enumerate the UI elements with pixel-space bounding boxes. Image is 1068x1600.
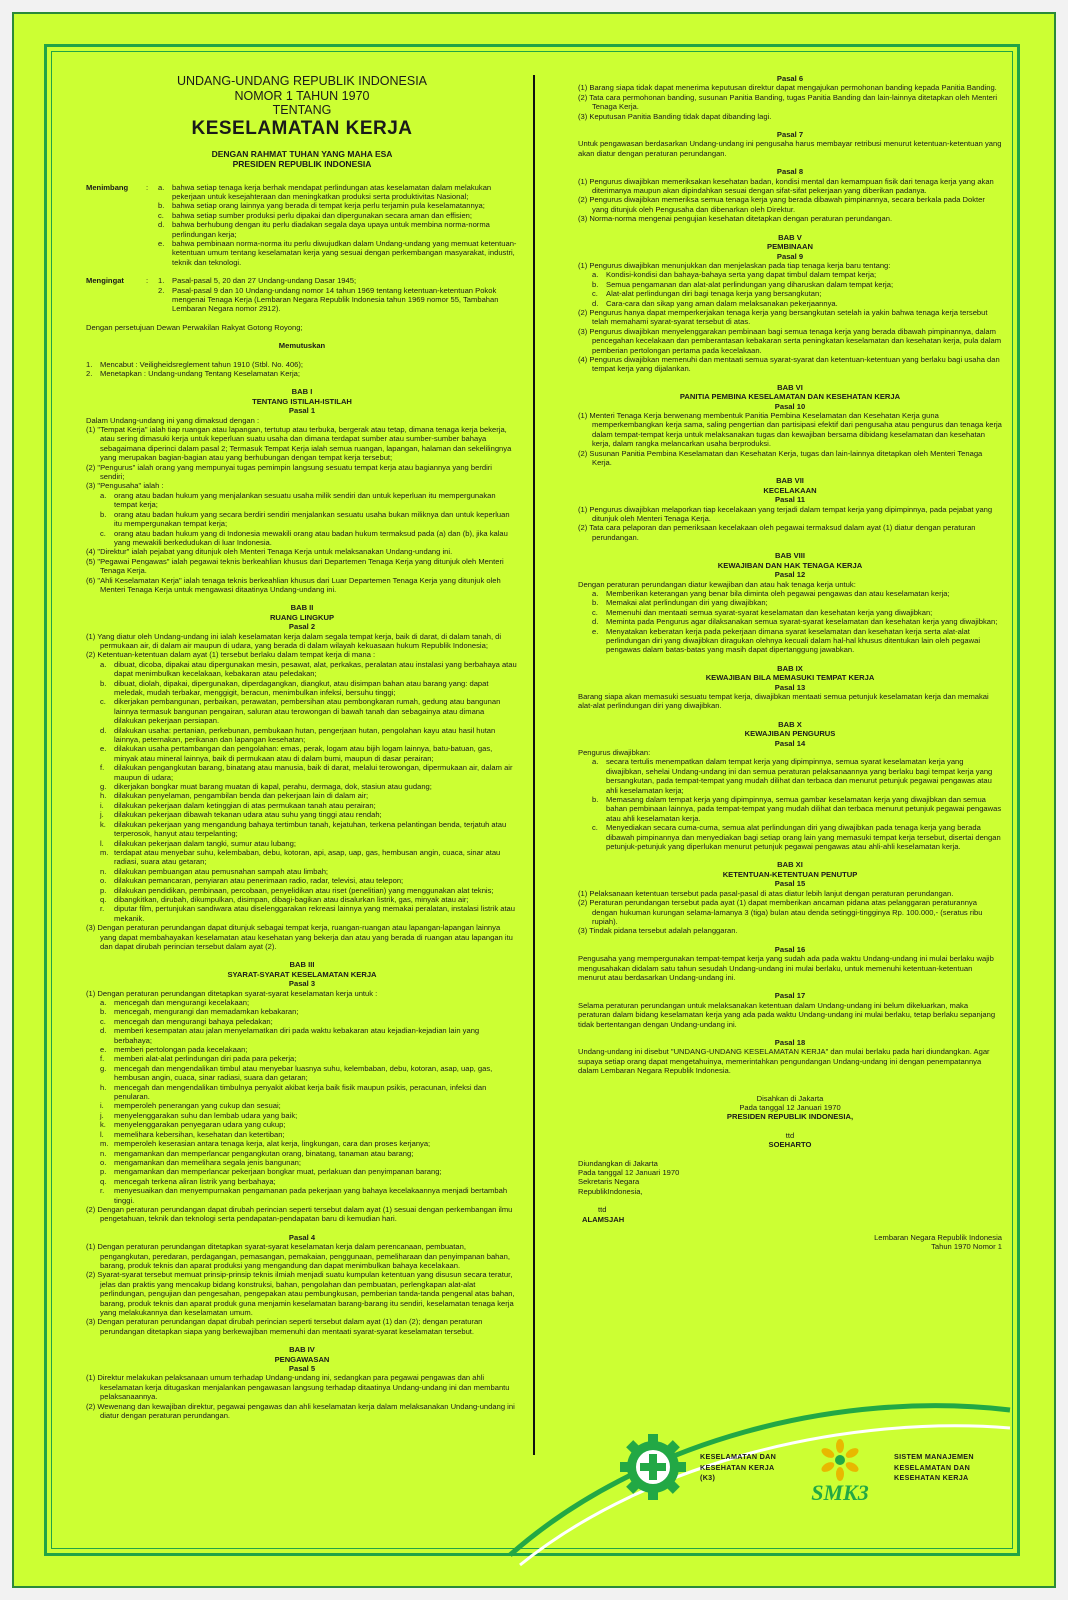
list-marker: d. bbox=[100, 725, 107, 735]
header-sub-2: PRESIDEN REPUBLIK INDONESIA bbox=[232, 159, 372, 169]
list-marker: c. bbox=[100, 697, 106, 707]
list-marker: b. bbox=[100, 678, 107, 688]
list-item: Memenuhi dan mentaati semua syarat-syarat keselamatan dan kesehatan kerja yang diwajibkan; bbox=[606, 607, 933, 617]
paragraph: (3) Norma-norma mengenai pengujian kesehatan ditetapkan dengan peraturan perundangan. bbox=[578, 214, 893, 224]
list-text: mencegah dan mengendalikan timbul atau menyebar luasnya suhu, kelembaban, debu, kotoran, asap, uap, gas, hembusan angin, cuaca, sinar radiasi, suara dan getaran; bbox=[114, 1063, 493, 1083]
list-text: mencegah dan mengurangi bahaya peledakan; bbox=[114, 1016, 273, 1026]
list-item: Memasang dalam tempat kerja yang dipimpinnya, semua gambar keselamatan kerja yang diwajibkan dan semua bahan pembinaan lainnya, pada tempat-tempat yang mudah dilihat dan terbaca menurut petunjuk pegawai pengawas atau ahli keselamatan kerja. bbox=[606, 795, 1002, 823]
list-item bbox=[100, 848, 518, 867]
list-marker: j. bbox=[100, 1110, 104, 1120]
mengingat-item: Pasal-pasal 5, 20 dan 27 Undang-undang Dasar 1945; bbox=[172, 276, 357, 286]
list-text: dikerjakan pembangunan, perbaikan, perawatan, pembersihan atau pembongkaran rumah, gedung atau bangunan lainnya termasuk bangunan pengairan, saluran atau terowongan di bawah tanah dan sebagainya atau dimana dilakukan pekerjaan persiapan. bbox=[114, 697, 501, 726]
header-line-2: NOMOR 1 TAHUN 1970 bbox=[234, 88, 370, 103]
list-item bbox=[100, 1111, 518, 1120]
pasal-title: Pasal 11 bbox=[775, 495, 805, 505]
list-marker: e. bbox=[100, 744, 107, 754]
pasal-title: Pasal 1 bbox=[288, 406, 316, 416]
bottom-decoration bbox=[0, 1400, 1068, 1590]
list-text: memperoleh penerangan yang cukup dan sesuai; bbox=[114, 1101, 281, 1111]
bab-title: BAB III bbox=[289, 960, 315, 970]
list-marker: q. bbox=[100, 1176, 107, 1186]
list-marker: m. bbox=[100, 1139, 109, 1149]
bab2-list bbox=[86, 660, 518, 923]
list-marker: b. bbox=[100, 1007, 107, 1017]
paragraph: (2) Syarat-syarat tersebut memuat prinsip-prinsip teknis ilmiah menjadi suatu kumpulan ketentuan yang disusun secara teratur, jelas dan praktis yang mencakup bidang konstruksi, bahan, pengolahan dan pembuatan, perlengkapan alat-alat perlindungan, pengujian dan pengesahan, pengepakan atau pembungkusan, pemberian tanda-tanda pengenal atas bahan, barang, produk teknis dan aparat produk guna menjamin keselamatan barang-barang itu sendiri, keselamatan tenaga kerja yang melakukannya dan keselamatan umum. bbox=[86, 1270, 515, 1317]
mengingat-block: Mengingat : 1. Pasal-pasal 5, 20 dan 27 Undang-undang Dasar 1945; 2. Pasal-pasal 9 dan 10 Undang-undang nomor 14 tahun 1969 tentang ketentuan-ketentuan Pokok mengenai Tenaga Kerja (Lembaran Negara Republik Indonesia tahun 1969 nomor 55, Tambahan Lembaran Negara nomor 2912). bbox=[86, 276, 518, 314]
paragraph: (3) Pengurus diwajibkan menyelenggarakan pembinaan bagi semua tenaga kerja yang berada dibawah pimpinannya, dalam pencegahan kecelakaan dan pemberantasan kebakaran serta peningkatan keselamatan dan kesehatan kerja, pula dalam pemberian pertolongan pertama pada kecelakaan. bbox=[578, 326, 1002, 355]
list-marker: d. bbox=[100, 1026, 107, 1036]
list-item: Memberikan keterangan yang benar bila diminta oleh pegawai pengawas dan atau keselamatan kerja; bbox=[606, 588, 950, 598]
menimbang-item: bahwa berhubung dengan itu perlu diadakan segala daya upaya untuk membina norma-norma perlindungan kerja; bbox=[172, 220, 490, 239]
bab-subtitle: KEWAJIBAN BILA MEMASUKI TEMPAT KERJA bbox=[705, 673, 875, 683]
bab-title: BAB XI bbox=[777, 860, 803, 870]
bab-title: BAB II bbox=[290, 603, 314, 613]
menimbang-item: bahwa setiap orang lainnya yang berada di tempat kerja perlu terjamin pula keselamatannya; bbox=[172, 201, 485, 211]
list-marker: g. bbox=[100, 782, 107, 792]
smk3-logo-icon bbox=[800, 1438, 880, 1504]
promulgation-ttd: ttd bbox=[598, 1205, 607, 1215]
bab-title: BAB I bbox=[291, 387, 313, 397]
list-text: dilakukan pembuangan atau pemusnahan sampah atau limbah; bbox=[114, 866, 329, 876]
pasal-title: Pasal 3 bbox=[288, 979, 316, 989]
list-text: menyelenggarakan suhu dan lembab udara yang baik; bbox=[114, 1110, 298, 1120]
menimbang-item: bahwa pembinaan norma-norma itu perlu diwujudkan dalam Undang-undang yang memuat ketentuan-ketentuan umum tentang keselamatan kerja yang sesuai dengan perkembangan masyarakat, industri, teknik dan teknologi. bbox=[172, 238, 517, 267]
paragraph: (1) Yang diatur oleh Undang-undang ini ialah keselamatan kerja dalam segala tempat kerja, baik di darat, di dalam tanah, di permukaan air, di dalam air maupun di udara, yang berada di dalam wilayah kekuasaan hukum Republik Indonesia; bbox=[86, 631, 502, 650]
smk3-logo-text bbox=[894, 1452, 974, 1484]
paragraph: (2) Peraturan perundangan tersebut pada ayat (1) dapat memberikan ancaman pidana atas pelanggaran peraturannya dengan hukuman kurungan selama-lamanya 3 (tiga) bulan atau denda setinggi-tingginya Rp. 100.000,- (seratus ribu rupiah). bbox=[578, 898, 983, 926]
paragraph: Dalam Undang-undang ini yang dimaksud dengan : bbox=[86, 415, 260, 425]
paragraph: (2) Wewenang dan kewajiban direktur, pegawai pengawas dan ahli keselamatan kerja dalam melaksanakan Undang-undang ini diatur dengan peraturan perundangan. bbox=[86, 1401, 515, 1421]
list-marker: f. bbox=[100, 1054, 105, 1064]
list-text: mengamankan dan memperlancar pekerjaan bongkar muat, perlakuan dan penyimpanan barang; bbox=[114, 1167, 442, 1177]
list-item bbox=[100, 810, 518, 819]
signature-place: Disahkan di Jakarta bbox=[756, 1093, 824, 1103]
list-marker: m. bbox=[100, 847, 109, 857]
list-item: orang atau badan hukum yang secara berdiri sendiri menjalankan sesuatu usaha bukan miliknya dan untuk keperluan itu mempergunakan tempat kerja; bbox=[114, 509, 510, 529]
list-marker: p. bbox=[100, 885, 107, 895]
list-marker: n. bbox=[100, 866, 107, 876]
list-item bbox=[100, 886, 518, 895]
k3-line-3: (K3) bbox=[700, 1473, 716, 1482]
list-marker: j. bbox=[100, 810, 104, 820]
paragraph: Undang-undang ini disebut "UNDANG-UNDANG KESELAMATAN KERJA" dan mulai berlaku pada hari diundangkan. Agar supaya setiap orang dapat mengetahuinya, memerintahkan pengundangan Undang-undang ini dengan penempatannya dalam Lembaran Negara Republik Indonesia. bbox=[578, 1047, 990, 1076]
list-text: memelihara kebersihan, kesehatan dan ketertiban; bbox=[114, 1129, 285, 1139]
list-item bbox=[100, 1186, 518, 1205]
pasal-title: Pasal 10 bbox=[774, 401, 806, 411]
list-item: orang atau badan hukum yang menjalankan sesuatu usaha milik sendiri dan untuk keperluan itu mempergunakan tempat kerja; bbox=[114, 490, 496, 510]
signature-name: SOEHARTO bbox=[768, 1140, 812, 1150]
bab-subtitle: PENGAWASAN bbox=[274, 1354, 330, 1364]
list-marker: k. bbox=[100, 819, 106, 829]
list-text: dibuat, diolah, dipakai, dipergunakan, diperdagangkan, diangkut, atau disimpan bahan atau barang yang: dapat meledak, mudah terbakar, menggigit, beracun, menimbulkan infeksi, bersuhu tinggi; bbox=[114, 678, 489, 697]
list-text: dilakukan pekerjaan dalam ketinggian di atas permukaan tanah atau perairan; bbox=[114, 800, 376, 810]
k3-line-1: KESELAMATAN DAN bbox=[700, 1452, 777, 1461]
smk3-line-2: KESELAMATAN DAN bbox=[894, 1462, 971, 1472]
paragraph: (3) Dengan peraturan perundangan dapat dirubah perincian seperti tersebut dalam ayat (1) dan (2); dengan peraturan perundangan ditetapkan siapa yang berkewajiban memenuhi dan mentaati syarat-syarat keselamatan tersebut. bbox=[86, 1317, 483, 1336]
list-marker: l. bbox=[100, 838, 104, 848]
list-item bbox=[100, 839, 518, 848]
list-marker: p. bbox=[100, 1167, 107, 1177]
list-text: mengamankan dan memelihara segala jenis bangunan; bbox=[114, 1157, 302, 1167]
pasal-title: Pasal 13 bbox=[774, 682, 806, 692]
pasal-title: Pasal 17 bbox=[774, 991, 806, 1001]
paragraph: Dengan peraturan perundangan diatur kewajiban dan atau hak tenaga kerja untuk: bbox=[578, 579, 856, 589]
list-marker: i. bbox=[100, 800, 104, 810]
promulgation-name: ALAMSJAH bbox=[582, 1214, 625, 1224]
paragraph: (5) "Pegawai Pengawas" ialah pegawai teknis berkeahlian khusus dari Departemen Tenaga Kerja yang ditunjuk oleh Menteri Tenaga Kerja. bbox=[86, 556, 504, 576]
bab-subtitle: SYARAT-SYARAT KESELAMATAN KERJA bbox=[227, 969, 377, 979]
list-text: dilakukan pemancaran, penyiaran atau penerimaan radio, radar, televisi, atau telepon; bbox=[114, 876, 404, 886]
column-divider bbox=[533, 75, 535, 1455]
list-item bbox=[100, 763, 518, 782]
lembaran-line-2: Tahun 1970 Nomor 1 bbox=[931, 1242, 1002, 1252]
list-item bbox=[100, 820, 518, 839]
list-text: dilakukan pengangkutan barang, binatang atau manusia, baik di darat, melalui terowongan, dipermukaan air, dalam air maupun di udara; bbox=[114, 763, 513, 782]
paragraph: (1) Menteri Tenaga Kerja berwenang membentuk Panitia Pembina Keselamatan dan Kesehatan Kerja guna memperkembangkan kerja sama, saling pengertian dan partisipasi efektif dari pengusaha atau pengurus dan tenaga kerja dalam tempat-tempat kerja untuk melaksanakan tugas dan kewajiban bersama dibidang keselamatan dan kesehatan kerja, dalam rangka melancarkan usaha berproduksi. bbox=[578, 411, 1002, 449]
smk3-mark: SMK3 bbox=[811, 1480, 869, 1505]
paragraph: (3) Dengan peraturan perundangan dapat ditunjuk sebagai tempat kerja, ruangan-ruangan atau lapangan-lapangan lainnya yang dapat membahayakan keselamatan atau kesehatan yang bekerja dan atau yang berada di ruangan atau lapangan itu dan dapat dirubah perincian tersebut dalam ayat (2). bbox=[86, 923, 513, 951]
lembaran-line-1: Lembaran Negara Republik Indonesia bbox=[874, 1233, 1002, 1243]
paragraph: Barang siapa akan memasuki sesuatu tempat kerja, diwajibkan mentaati semua petunjuk keselamatan kerja dan memakai alat-alat perlindungan diri yang diwajibkan. bbox=[578, 691, 989, 711]
list-item bbox=[100, 726, 518, 745]
memutuskan-title: Memutuskan bbox=[278, 341, 326, 351]
paragraph: (1) Barang siapa tidak dapat menerima keputusan direktur dapat mengajukan permohonan banding kepada Panitia Banding. bbox=[578, 83, 997, 93]
list-item: Menyatakan keberatan kerja pada pekerjaan dimana syarat keselamatan dan kesehatan kerja serta alat-alat perlindungan diri yang diwajibkan diragukan olehnya kecuali dalam hal-hal khusus ditentukan lain oleh pegawai pengawas dalam batas-batas yang masih dapat dipertanggung jawabkan. bbox=[606, 626, 981, 655]
list-text: dibangkitkan, dirubah, dikumpulkan, disimpan, dibagi-bagikan atau disalurkan listrik, gas, minyak atau air; bbox=[114, 894, 469, 904]
k3-line-2: KESEHATAN KERJA bbox=[700, 1462, 775, 1472]
list-item bbox=[100, 1167, 518, 1176]
pasal-title: Pasal 4 bbox=[288, 1232, 316, 1242]
list-marker: e. bbox=[100, 1045, 107, 1055]
list-text: diputar film, pertunjukan sandiwara atau diselenggarakan rekreasi lainnya yang memakai peralatan, instalasi listrik atau mekanik. bbox=[114, 904, 516, 923]
promulgation-date: Pada tanggal 12 Januari 1970 bbox=[578, 1168, 680, 1178]
list-item bbox=[100, 1120, 518, 1129]
list-text: dilakukan pekerjaan yang mengandung bahaya tertimbun tanah, kejatuhan, terkena pelantingan benda, terjatuh atau terperosok, hanyut atau terpelanting; bbox=[114, 819, 507, 839]
left-column: UNDANG-UNDANG REPUBLIK INDONESIA NOMOR 1 TAHUN 1970 TENTANG KESELAMATAN KERJA DENGAN RAHMAT TUHAN YANG MAHA ESA PRESIDEN REPUBLIK INDONESIA Menimbang : a. bahwa setiap tenaga kerja berhak mendapat perlindungan atas keselamatan dalam melakukan pekerjaan untuk kesejahteraan dan meningkatkan produksi serta produktivitas Nasional; b. bahwa setiap orang lainnya yang berada di tempat kerja perlu terjamin pula keselamatannya; c. bahwa setiap sumber produksi perlu dipakai dan dipergunakan secara aman dan effisien; d. bahwa berhubung dengan itu perlu diadakan segala daya upaya untuk membina norma-norma perlindungan kerja; e. bahwa pembinaan norma-norma itu perlu diwujudkan dalam Undang-undang yang memuat ketentuan-ketentuan umum tentang keselamatan kerja yang sesuai dengan perkembangan masyarakat, industri, teknik dan teknologi. Mengingat : 1. Pasal-pasal 5, 20 dan 27 Undang-undang Dasar 1945; 2. Pasal-pasal 9 dan 10 Undang-undang nomor 14 tahun 1969 tentang ketentuan-ketentuan Pokok mengenai Tenaga Kerja (Lembaran Negara Republik Indonesia tahun 1969 nomor 55, Tambahan Lembaran Negara nomor 2912). Dengan persetujuan Dewan Perwakilan Rakyat Gotong Royong; Memutuskan 1. Mencabut : Veiligheidsreglement tahun 1910 (Stbl. No. 406); 2. Menetapkan : Undang-undang Tentang Keselamatan Kerja; BAB I TENTANG ISTILAH-ISTILAH Pasal 1 Dalam Undang-undang ini yang dimaksud dengan : (1) "Tempat Kerja" ialah tiap ruangan atau lapangan, tertutup atau terbuka, bergerak atau tetap, dimana tenaga kerja bekerja, atau sering dimasuki kerja untuk keperluan suatu usaha dan dimana terdapat sumber atau sumber-sumber bahaya sebagaimana diperinci dalam pasal 2; Termasuk Tempat Kerja ialah semua ruangan, lapangan, halaman dan sekelilingnya yang merupakan bagian-bagian atau yang berhubungan dengan tempat kerja tersebut; (2) "Pengurus" ialah orang yang mempunyai tugas pemimpin langsung sesuatu tempat kerja atau bagiannya yang berdiri sendiri; (3) "Pengusaha" ialah : a. orang atau badan hukum yang menjalankan sesuatu usaha milik sendiri dan untuk keperluan itu mempergunakan tempat kerja; b. orang atau badan hukum yang secara berdiri sendiri menjalankan sesuatu usaha bukan miliknya dan untuk keperluan itu mempergunakan tempat kerja; c. orang atau badan hukum yang di Indonesia mewakili orang atau badan hukum termaksud pada (a) dan (b), jika kalau yang mewakili berkedudukan di luar Indonesia. (4) "Direktur" ialah pejabat yang ditunjuk oleh Menteri Tenaga Kerja untuk melaksanakan Undang-undang ini. (5) "Pegawai Pengawas" ialah pegawai teknis berkeahlian khusus dari Departemen Tenaga Kerja yang ditunjuk oleh Menteri Tenaga Kerja. (6) "Ahli Keselamatan Kerja" ialah tenaga teknis berkeahlian khusus dari Luar Departemen Tenaga Kerja yang ditunjuk oleh Menteri Tenaga Kerja untuk mengawasi ditaatinya Undang-undang ini. BAB II RUANG LINGKUP Pasal 2 (1) Yang diatur oleh Undang-undang ini ialah keselamatan kerja dalam segala tempat kerja, baik di darat, di dalam tanah, di permukaan air, di dalam air maupun di udara, yang berada di dalam wilayah kekuasaan hukum Republik Indonesia; (2) Ketentuan-ketentuan dalam ayat (1) tersebut berlaku dalam tempat kerja di mana : a. dibuat, dicoba, dipakai atau dipergunakan mesin, pesawat, alat, perkakas, peralatan atau instalasi yang berbahaya atau dapat menimbulkan kecelakaan, kebakaran atau peledakan; b. dibuat, diolah, dipakai, dipergunakan, diperdagangkan, diangkut, atau disimpan bahan atau barang yang: dapat meledak, mudah terbakar, menggigit, beracun, menimbulkan infeksi, bersuhu tinggi; c. dikerjakan pembangunan, perbaikan, perawatan, pembersihan atau pembongkaran rumah, gedung atau bangunan lainnya termasuk bangunan pengairan, saluran atau terowongan di bawah tanah dan sebagainya atau dimana dilakukan pekerjaan persiapan. d. dilakukan usaha: pertanian, perkebunan, pembukaan hutan, pengerjaan hutan, pengolahan kayu atau hasil hutan lainnya, peternakan, perikanan dan lapangan kesehatan; e. dilakukan usaha pertambangan dan pengolahan: emas, perak, logam atau bijih logam lainnya, batu-batuan, gas, minyak atau mineral lainnya, baik di permukaan atau di dalam bumi, maupun di dasar perairan; f. dilakukan pengangkutan barang, binatang atau manusia, baik di darat, melalui terowongan, dipermukaan air, dalam air maupun di udara; g. dikerjakan bongkar muat barang muatan di kapal, perahu, dermaga, dok, stasiun atau gudang; h. dilakukan penyelaman, pengambilan benda dan pekerjaan lain di dalam air; i. dilakukan pekerjaan dalam ketinggian di atas permukaan tanah atau perairan; j. dilakukan pekerjaan dibawah tekanan udara atau suhu yang tinggi atau rendah; k. dilakukan pekerjaan yang mengandung bahaya tertimbun tanah, kejatuhan, terkena pelantingan benda, terjatuh atau terperosok, hanyut atau terpelanting; l. dilakukan pekerjaan dalam tangki, sumur atau lubang; m. terdapat atau menyebar suhu, kelembaban, debu, kotoran, api, asap, uap, gas, hembusan angin, cuaca, sinar atau radiasi, suara atau getaran; n. dilakukan pembuangan atau pemusnahan sampah atau limbah; o. dilakukan pemancaran, penyiaran atau penerimaan radio, radar, televisi, atau telepon; p. dilakukan pendidikan, pembinaan, percobaan, penyelidikan atau riset (penelitian) yang menggunakan alat teknis; q. dibangkitkan, dirubah, dikumpulkan, disimpan, dibagi-bagikan atau disalurkan listrik, gas, minyak atau air; r. diputar film, pertunjukan sandiwara atau diselenggarakan rekreasi lainnya yang memakai peralatan, instalasi listrik atau mekanik. (3) Dengan peraturan perundangan dapat ditunjuk sebagai tempat kerja, ruangan-ruangan atau lapangan-lapangan lainnya yang dapat membahayakan keselamatan atau kesehatan yang bekerja dan atau yang berada di ruangan atau lapangan itu dan dapat dirubah perincian tersebut dalam ayat (2). BAB III SYARAT-SYARAT KESELAMATAN KERJA Pasal 3 (1) Dengan peraturan perundangan ditetapkan syarat-syarat keselamatan kerja untuk : a. mencegah dan mengurangi kecelakaan; b. mencegah, mengurangi dan memadamkan kebakaran; c. mencegah dan mengurangi bahaya peledakan; d. memberi kesempatan atau jalan menyelamatkan diri pada waktu kebakaran atau kejadian-kejadian lain yang berbahaya; e. memberi pertolongan pada kecelakaan; f. memberi alat-alat perlindungan diri pada para pekerja; g. mencegah dan mengendalikan timbul atau menyebar luasnya suhu, kelembaban, debu, kotoran, asap, uap, gas, hembusan angin, cuaca, sinar radiasi, suara dan getaran; h. mencegah dan mengendalikan timbulnya penyakit akibat kerja baik fisik maupun psikis, peracunan, infeksi dan penularan. i. memperoleh penerangan yang cukup dan sesuai; j. menyelenggarakan suhu dan lembab udara yang baik; k. menyelenggarakan penyegaran udara yang cukup; l. memelihara kebersihan, kesehatan dan ketertiban; m. memperoleh keserasian antara tenaga kerja, alat kerja, lingkungan, cara dan proses kerjanya; n. mengamankan dan memperlancar pengangkutan orang, binatang, tanaman atau barang; o. mengamankan dan memelihara segala jenis bangunan; p. mengamankan dan memperlancar pekerjaan bongkar muat, perlakuan dan penyimpanan barang; q. mencegah terkena aliran listrik yang berbahaya; r. menyesuaikan dan menyempurnakan pengamanan pada pekerjaan yang bahaya kecelakaannya menjadi bertambah tinggi. (2) Dengan peraturan perundangan dapat dirubah perincian seperti tersebut dalam ayat (1) sesuai dengan perkembangan ilmu pengetahuan, teknik dan teknologi serta pendapatan-pendapatan baru di kemudian hari. Pasal 4 (1) Dengan peraturan perundangan ditetapkan syarat-syarat keselamatan kerja dalam perencanaan, pembuatan, pengangkutan, peredaran, perdagangan, pemasangan, pemakaian, penggunaan, pemeliharaan dan penyimpanan bahan, barang, produk teknis dan aparat produksi yang mengandung dan dapat menimbulkan bahaya kecelakaan. (2) Syarat-syarat tersebut memuat prinsip-prinsip teknis ilmiah menjadi suatu kumpulan ketentuan yang disusun secara teratur, jelas dan praktis yang mencakup bidang konstruksi, bahan, pengolahan dan pembuatan, perlengkapan alat-alat perlindungan, pengujian dan pengesahan, pengepakan atau pembungkusan, pemberian tanda-tanda pengenal atas bahan, barang, produk teknis dan aparat produk guna menjamin keselamatan barang-barang itu sendiri, keselamatan tenaga kerja yang melakukannya dan keselamatan umum. (3) Dengan peraturan perundangan dapat dirubah perincian seperti tersebut dalam ayat (1) dan (2); dengan peraturan perundangan ditetapkan siapa yang berkewajiban memenuhi dan mentaati syarat-syarat keselamatan tersebut. BAB IV PENGAWASAN Pasal 5 (1) Direktur melakukan pelaksanaan umum terhadap Undang-undang ini, sedangkan para pegawai pengawas dan ahli keselamatan kerja ditugaskan menjalankan pengawasan langsung terhadap ditaatinya Undang-undang ini dan membantu pelaksanaannya. (2) Wewenang dan kewajiban direktur, pegawai pengawas dan ahli keselamatan kerja dalam melaksanakan Undang-undang ini diatur dengan peraturan perundangan. bbox=[86, 74, 517, 1421]
list-marker: i. bbox=[100, 1101, 104, 1111]
paragraph: (2) "Pengurus" ialah orang yang mempunyai tugas pemimpin langsung sesuatu tempat kerja atau bagiannya yang berdiri sendiri; bbox=[86, 462, 492, 482]
signature-date: Pada tanggal 12 Januari 1970 bbox=[739, 1103, 841, 1112]
bab-title: BAB IV bbox=[289, 1345, 315, 1355]
list-item: secara tertulis menempatkan dalam tempat kerja yang dipimpinnya, semua syarat keselamatan kerja yang diwajibkan, sehelai Undang-undang ini dan semua peraturan pelaksanaannya yang berlaku bagi tempat kerja yang bersangkutan, pada tempat-tempat yang mudah dilihat dan terbaca dan menurut petunjuk pegawai pengawas atau ahli keselamatan kerja; bbox=[606, 757, 993, 795]
promulgation-office-2: RepublikIndonesia, bbox=[578, 1186, 643, 1196]
list-text: memperoleh keserasian antara tenaga kerja, alat kerja, lingkungan, cara dan proses kerjanya; bbox=[114, 1139, 431, 1149]
list-text: terdapat atau menyebar suhu, kelembaban, debu, kotoran, api, asap, uap, gas, hembusan angin, cuaca, sinar atau radiasi, suara atau getaran; bbox=[114, 847, 501, 867]
paragraph: Pengurus diwajibkan: bbox=[578, 748, 651, 757]
list-marker: a. bbox=[100, 659, 107, 669]
header-line-1: UNDANG-UNDANG REPUBLIK INDONESIA bbox=[176, 74, 428, 88]
paragraph: (2) Ketentuan-ketentuan dalam ayat (1) tersebut berlaku dalam tempat kerja di mana : bbox=[86, 650, 376, 660]
pasal-title: Pasal 5 bbox=[288, 1364, 316, 1374]
list-text: dilakukan pekerjaan dibawah tekanan udara atau suhu yang tinggi atau rendah; bbox=[114, 810, 382, 820]
list-text: dilakukan usaha: pertanian, perkebunan, pembukaan hutan, pengerjaan hutan, pengolahan kayu atau hasil hutan lainnya, peternakan, perikanan dan lapangan kesehatan; bbox=[114, 725, 496, 745]
menimbang-item: bahwa setiap tenaga kerja berhak mendapat perlindungan atas keselamatan dalam melakukan pekerjaan untuk kesejahteraan dan meningkatkan produksi serta produktivitas Nasional; bbox=[172, 182, 492, 201]
paragraph: (1) Pengurus diwajibkan memeriksakan kesehatan badan, kondisi mental dan kemampuan fisik dari tenaga kerja yang akan diterimanya maupun akan dipindahkan sesuai dengan sifat-sifat pekerjaan yang diberikan padanya. bbox=[578, 176, 994, 196]
list-text: dilakukan pendidikan, pembinaan, percobaan, penyelidikan atau riset (penelitian) yang menggunakan alat teknis; bbox=[114, 885, 494, 895]
pasal-title: Pasal 12 bbox=[774, 570, 806, 580]
list-marker: o. bbox=[100, 876, 107, 886]
list-marker: h. bbox=[100, 791, 107, 801]
list-item: Semua pengamanan dan alat-alat perlindungan yang diharuskan dalam tempat kerja; bbox=[606, 279, 894, 289]
gear-cross-icon bbox=[618, 1432, 688, 1502]
signature-office: PRESIDEN REPUBLIK INDONESIA, bbox=[726, 1112, 854, 1122]
paragraph: Pengusaha yang mempergunakan tempat-tempat kerja yang sudah ada pada waktu Undang-undang ini mulai berlaku wajib mengusahakan didalam satu tahun sesudah Undang-undang ini mulai berlaku, untuk memenuhi ketentuan-ketentuan menurut atau berdasarkan Undang-undang ini. bbox=[578, 954, 994, 982]
list-text: mencegah, mengurangi dan memadamkan kebakaran; bbox=[114, 1007, 299, 1017]
list-item: Cara-cara dan sikap yang aman dalam melaksanakan pekerjaannya. bbox=[606, 298, 838, 308]
paragraph: (3) "Pengusaha" ialah : bbox=[86, 481, 164, 491]
list-item bbox=[100, 660, 518, 679]
bab-title: BAB X bbox=[778, 719, 802, 729]
bab-title: BAB V bbox=[778, 232, 802, 242]
bab-subtitle: RUANG LINGKUP bbox=[269, 612, 335, 622]
list-marker: n. bbox=[100, 1148, 107, 1158]
pasal-title: Pasal 14 bbox=[774, 738, 806, 748]
list-text: dilakukan usaha pertambangan dan pengolahan: emas, perak, logam atau bijih logam lainnya, batu-batuan, gas, minyak atau mineral lainnya, baik di permukaan atau di dalam bumi, maupun di dasar perairan; bbox=[114, 744, 493, 763]
paragraph: (4) Pengurus diwajibkan memenuhi dan mentaati semua syarat-syarat dan ketentuan-ketentuan yang berlaku bagi usaha dan tempat kerja yang dijalankan. bbox=[578, 354, 1000, 374]
paragraph: (1) Pengurus diwajibkan menunjukkan dan menjelaskan pada tiap tenaga kerja baru tentang: bbox=[578, 260, 891, 270]
list-marker: g. bbox=[100, 1063, 107, 1073]
promulgation-place: Diundangkan di Jakarta bbox=[578, 1158, 658, 1168]
list-item bbox=[100, 1083, 518, 1102]
list-item bbox=[100, 1101, 518, 1110]
pasal-title: Pasal 9 bbox=[776, 251, 804, 261]
bab-subtitle: PEMBINAAN bbox=[767, 242, 813, 252]
paragraph: (2) Dengan peraturan perundangan dapat dirubah perincian seperti tersebut dalam ayat (1) sesuai dengan perkembangan ilmu pengetahuan, teknik dan teknologi serta pendapatan-pendapatan baru di kemudian hari. bbox=[86, 1204, 513, 1224]
list-item bbox=[100, 782, 518, 791]
mengingat-item: Pasal-pasal 9 dan 10 Undang-undang nomor 14 tahun 1969 tentang ketentuan-ketentuan Pokok mengenai Tenaga Kerja (Lembaran Negara Republik Indonesia tahun 1969 nomor 55, Tambahan Lembaran Negara nomor 2912). bbox=[172, 285, 499, 314]
list-text: menyelenggarakan penyegaran udara yang cukup; bbox=[114, 1120, 286, 1130]
mengingat-label: Mengingat bbox=[86, 276, 124, 286]
paragraph: (1) Dengan peraturan perundangan ditetapkan syarat-syarat keselamatan kerja untuk : bbox=[86, 988, 378, 998]
pasal-title: Pasal 2 bbox=[288, 622, 316, 632]
menimbang-item: bahwa setiap sumber produksi perlu dipakai dan dipergunakan secara aman dan effisien; bbox=[172, 210, 473, 220]
paragraph: (2) Tata cara permohonan banding, susunan Panitia Banding, tugas Panitia Banding dan lain-lainnya ditetapkan oleh Menteri Tenaga Kerja. bbox=[578, 92, 998, 112]
paragraph: (2) Tata cara pelaporan dan pemeriksaan kecelakaan oleh pegawai termaksud dalam ayat (1) diatur dengan peraturan perundangan. bbox=[578, 523, 976, 542]
paragraph: (3) Keputusan Panitia Banding tidak dapat dibanding lagi. bbox=[578, 111, 772, 121]
list-marker: q. bbox=[100, 894, 107, 904]
bab-subtitle: PANITIA PEMBINA KESELAMATAN DAN KESEHATAN KERJA bbox=[679, 392, 901, 402]
bab3-list bbox=[86, 998, 518, 1205]
list-item: Meminta pada Pengurus agar dilaksanakan semua syarat-syarat keselamatan dan kesehatan kerja yang diwajibkan; bbox=[606, 617, 998, 627]
paragraph: (1) Direktur melakukan pelaksanaan umum terhadap Undang-undang ini, sedangkan para pegawai pengawas dan ahli keselamatan kerja ditugaskan menjalankan pengawasan langsung terhadap ditaatinya Undang-undang ini dan membantu pelaksanaannya. bbox=[86, 1373, 510, 1402]
list-marker: l. bbox=[100, 1129, 104, 1139]
memutuskan-item: Mencabut : Veiligheidsreglement tahun 1910 (Stbl. No. 406); bbox=[100, 359, 304, 369]
list-marker: o. bbox=[100, 1157, 107, 1167]
list-text: dilakukan penyelaman, pengambilan benda dan pekerjaan lain di dalam air; bbox=[114, 791, 369, 801]
list-item bbox=[100, 791, 518, 800]
list-item bbox=[100, 895, 518, 904]
menimbang-label: Menimbang bbox=[86, 182, 129, 192]
pasal-title: Pasal 18 bbox=[774, 1037, 806, 1047]
paragraph: Selama peraturan perundangan untuk melaksanakan ketentuan dalam Undang-undang ini belum dikeluarkan, maka peraturan dalam bidang keselamatan kerja yang ada pada waktu Undang-undang ini mulai berlaku, tetap berlaku sepanjang tidak bertentangan dengan Undang-undang ini. bbox=[578, 1000, 996, 1029]
paragraph: (3) Tindak pidana tersebut adalah pelanggaran. bbox=[578, 926, 738, 936]
bab-subtitle: KEWAJIBAN PENGURUS bbox=[744, 729, 836, 739]
list-item bbox=[100, 697, 518, 725]
paragraph: (1) Dengan peraturan perundangan ditetapkan syarat-syarat keselamatan kerja dalam perencanaan, pembuatan, pengangkutan, peredaran, perdagangan, pemasangan, pemakaian, penggunaan, pemeliharaan dan penyimpanan bahan, barang, produk teknis dan aparat produksi yang mengandung dan dapat menimbulkan bahaya kecelakaan. bbox=[86, 1242, 510, 1270]
list-text: memberi pertolongan pada kecelakaan; bbox=[114, 1045, 248, 1055]
list-item: Alat-alat perlindungan diri bagi tenaga kerja yang bersangkutan; bbox=[606, 289, 822, 299]
list-item bbox=[100, 1017, 518, 1026]
list-marker: h. bbox=[100, 1082, 107, 1092]
list-marker: a. bbox=[100, 998, 107, 1007]
list-item bbox=[100, 1130, 518, 1139]
paragraph: Untuk pengawasan berdasarkan Undang-undang ini pengusaha harus membayar retribusi menurut ketentuan-ketentuan yang akan diatur dengan peraturan perundangan. bbox=[578, 139, 1002, 158]
smk3-line-1: SISTEM MANAJEMEN bbox=[894, 1452, 974, 1461]
bab-title: BAB VIII bbox=[775, 551, 805, 561]
bab-subtitle: KEWAJIBAN DAN HAK TENAGA KERJA bbox=[717, 560, 863, 570]
list-marker: c. bbox=[100, 1016, 106, 1026]
list-item bbox=[100, 1045, 518, 1054]
list-item bbox=[100, 801, 518, 810]
list-item: Memakai alat perlindungan diri yang diwajibkan; bbox=[606, 598, 768, 608]
list-text: mencegah dan mengurangi kecelakaan; bbox=[114, 998, 250, 1007]
list-text: mencegah terkena aliran listrik yang berbahaya; bbox=[114, 1176, 276, 1186]
paragraph: (1) Pengurus diwajibkan melaporkan tiap kecelakaan yang terjadi dalam tempat kerja yang dipimpinnya, pada pejabat yang ditunjuk oleh Menteri Tenaga Kerja. bbox=[578, 504, 993, 524]
promulgation-office: Sekretaris Negara bbox=[578, 1177, 640, 1187]
list-item bbox=[100, 1064, 518, 1083]
paragraph: (1) "Tempat Kerja" ialah tiap ruangan atau lapangan, tertutup atau terbuka, bergerak atau tetap, dimana tenaga kerja bekerja, atau sering dimasuki kerja untuk keperluan suatu usaha dan dimana terdapat sumber atau sumber-sumber bahaya sebagaimana diperinci dalam pasal 2; Termasuk Tempat Kerja ialah semua ruangan, lapangan, halaman dan sekelilingnya yang merupakan bagian-bagian atau yang berhubungan dengan tempat kerja tersebut; bbox=[86, 425, 512, 463]
list-item bbox=[100, 1177, 518, 1186]
pasal-title: Pasal 6 bbox=[776, 74, 804, 83]
header-line-3: TENTANG bbox=[272, 103, 332, 117]
bab-subtitle: KETENTUAN-KETENTUAN PENUTUP bbox=[722, 869, 858, 879]
right-column: Pasal 6 (1) Barang siapa tidak dapat menerima keputusan direktur dapat mengajukan permohonan banding kepada Panitia Banding. (2) Tata cara permohonan banding, susunan Panitia Banding, tugas Panitia Banding dan lain-lainnya ditetapkan oleh Menteri Tenaga Kerja. (3) Keputusan Panitia Banding tidak dapat dibanding lagi. Pasal 7 Untuk pengawasan berdasarkan Undang-undang ini pengusaha harus membayar retribusi menurut ketentuan-ketentuan yang akan diatur dengan peraturan perundangan. Pasal 8 (1) Pengurus diwajibkan memeriksakan kesehatan badan, kondisi mental dan kemampuan fisik dari tenaga kerja yang akan diterimanya maupun akan dipindahkan sesuai dengan sifat-sifat pekerjaan yang diberikan padanya. (2) Pengurus diwajibkan memeriksa semua tenaga kerja yang berada dibawah pimpinannya, secara berkala pada Dokter yang ditunjuk oleh Pengusaha dan dibenarkan oleh Direktur. (3) Norma-norma mengenai pengujian kesehatan ditetapkan dengan peraturan perundangan. BAB V PEMBINAAN Pasal 9 (1) Pengurus diwajibkan menunjukkan dan menjelaskan pada tiap tenaga kerja baru tentang: a. Kondisi-kondisi dan bahaya-bahaya serta yang dapat timbul dalam tempat kerja; b. Semua pengamanan dan alat-alat perlindungan yang diharuskan dalam tempat kerja; c. Alat-alat perlindungan diri bagi tenaga kerja yang bersangkutan; d. Cara-cara dan sikap yang aman dalam melaksanakan pekerjaannya. (2) Pengurus hanya dapat memperkerjakan tenaga kerja yang bersangkutan setelah ia yakin bahwa tenaga kerja tersebut telah memahami syarat-syarat tersebut di atas. (3) Pengurus diwajibkan menyelenggarakan pembinaan bagi semua tenaga kerja yang berada dibawah pimpinannya, dalam pencegahan kecelakaan dan pemberantasan kebakaran serta peningkatan keselamatan dan kesehatan kerja, pula dalam pemberian pertolongan pertama pada kecelakaan. (4) Pengurus diwajibkan memenuhi dan mentaati semua syarat-syarat dan ketentuan-ketentuan yang berlaku bagi usaha dan tempat kerja yang dijalankan. BAB VI PANITIA PEMBINA KESELAMATAN DAN KESEHATAN KERJA Pasal 10 (1) Menteri Tenaga Kerja berwenang membentuk Panitia Pembina Keselamatan dan Kesehatan Kerja guna memperkembangkan kerja sama, saling pengertian dan partisipasi efektif dari pengusaha atau pengurus dan tenaga kerja dalam tempat-tempat kerja untuk melaksanakan tugas dan kewajiban bersama dibidang keselamatan dan kesehatan kerja, dalam rangka melancarkan usaha berproduksi. (2) Susunan Panitia Pembina Keselamatan dan Kesehatan Kerja, tugas dan lain-lainnya ditetapkan oleh Menteri Tenaga Kerja. BAB VII KECELAKAAN Pasal 11 (1) Pengurus diwajibkan melaporkan tiap kecelakaan yang terjadi dalam tempat kerja yang dipimpinnya, pada pejabat yang ditunjuk oleh Menteri Tenaga Kerja. (2) Tata cara pelaporan dan pemeriksaan kecelakaan oleh pegawai termaksud dalam ayat (1) diatur dengan peraturan perundangan. BAB VIII KEWAJIBAN DAN HAK TENAGA KERJA Pasal 12 Dengan peraturan perundangan diatur kewajiban dan atau hak tenaga kerja untuk: a. Memberikan keterangan yang benar bila diminta oleh pegawai pengawas dan atau keselamatan kerja; b. Memakai alat perlindungan diri yang diwajibkan; c. Memenuhi dan mentaati semua syarat-syarat keselamatan dan kesehatan kerja yang diwajibkan; d. Meminta pada Pengurus agar dilaksanakan semua syarat-syarat keselamatan dan kesehatan kerja yang diwajibkan; e. Menyatakan keberatan kerja pada pekerjaan dimana syarat keselamatan dan kesehatan kerja serta alat-alat perlindungan diri yang diwajibkan diragukan olehnya kecuali dalam hal-hal khusus ditentukan lain oleh pegawai pengawas dalam batas-batas yang masih dapat dipertanggung jawabkan. BAB IX KEWAJIBAN BILA MEMASUKI TEMPAT KERJA Pasal 13 Barang siapa akan memasuki sesuatu tempat kerja, diwajibkan mentaati semua petunjuk keselamatan kerja dan memakai alat-alat perlindungan diri yang diwajibkan. BAB X KEWAJIBAN PENGURUS Pasal 14 Pengurus diwajibkan: a. secara tertulis menempatkan dalam tempat kerja yang dipimpinnya, semua syarat keselamatan kerja yang diwajibkan, sehelai Undang-undang ini dan semua peraturan pelaksanaannya yang berlaku bagi tempat kerja yang bersangkutan, pada tempat-tempat yang mudah dilihat dan terbaca dan menurut petunjuk pegawai pengawas atau ahli keselamatan kerja; b. Memasang dalam tempat kerja yang dipimpinnya, semua gambar keselamatan kerja yang diwajibkan dan semua bahan pembinaan lainnya, pada tempat-tempat yang mudah dilihat dan terbaca menurut petunjuk pegawai pengawas atau ahli keselamatan kerja. c. Menyediakan secara cuma-cuma, semua alat perlindungan diri yang diwajibkan pada tenaga kerja yang berada dibawah pimpinannya dan menyediakan bagi setiap orang lain yang memasuki tempat kerja tersebut, disertai dengan petunjuk-petunjuk yang diperlukan menurut petunjuk pegawai pengawas atau ahli-ahli keselamatan kerja. BAB XI KETENTUAN-KETENTUAN PENUTUP Pasal 15 (1) Pelaksanaan ketentuan tersebut pada pasal-pasal di atas diatur lebih lanjut dengan peraturan perundangan. (2) Peraturan perundangan tersebut pada ayat (1) dapat memberikan ancaman pidana atas pelanggaran peraturannya dengan hukuman kurungan selama-lamanya 3 (tiga) bulan atau denda setinggi-tingginya Rp. 100.000,- (seratus ribu rupiah). (3) Tindak pidana tersebut adalah pelanggaran. Pasal 16 Pengusaha yang mempergunakan tempat-tempat kerja yang sudah ada pada waktu Undang-undang ini mulai berlaku wajib mengusahakan didalam satu tahun sesudah Undang-undang ini mulai berlaku, untuk memenuhi ketentuan-ketentuan menurut atau berdasarkan Undang-undang ini. Pasal 17 Selama peraturan perundangan untuk melaksanakan ketentuan dalam Undang-undang ini belum dikeluarkan, maka peraturan dalam bidang keselamatan kerja yang ada pada waktu Undang-undang ini mulai berlaku, tetap berlaku sepanjang tidak bertentangan dengan Undang-undang ini. Pasal 18 Undang-undang ini disebut "UNDANG-UNDANG KESELAMATAN KERJA" dan mulai berlaku pada hari diundangkan. Agar supaya setiap orang dapat mengetahuinya, memerintahkan pengundangan Undang-undang ini dengan penempatannya dalam Lembaran Negara Republik Indonesia. Disahkan di Jakarta Pada tanggal 12 Januari 1970 PRESIDEN REPUBLIK INDONESIA, ttd SOEHARTO Diundangkan di Jakarta Pada tanggal 12 Januari 1970 Sekretaris Negara RepublikIndonesia, ttd ALAMSJAH Lembaran Negara Republik Indonesia Tahun 1970 Nomor 1 bbox=[578, 74, 1002, 1252]
bab-subtitle: TENTANG ISTILAH-ISTILAH bbox=[252, 396, 352, 406]
list-item bbox=[100, 904, 518, 923]
memutuskan-item: Menetapkan : Undang-undang Tentang Keselamatan Kerja; bbox=[100, 369, 300, 378]
list-marker: r. bbox=[100, 904, 105, 914]
smk3-line-3: KESEHATAN KERJA bbox=[894, 1473, 969, 1482]
header-sub-1: DENGAN RAHMAT TUHAN YANG MAHA ESA bbox=[211, 148, 393, 159]
paragraph: (4) "Direktur" ialah pejabat yang ditunjuk oleh Menteri Tenaga Kerja untuk melaksanakan Undang-undang ini. bbox=[86, 547, 453, 557]
list-item bbox=[100, 1026, 518, 1045]
list-item: Kondisi-kondisi dan bahaya-bahaya serta yang dapat timbul dalam tempat kerja; bbox=[606, 270, 877, 280]
paragraph: (2) Pengurus diwajibkan memeriksa semua tenaga kerja yang berada dibawah pimpinannya, secara berkala pada Dokter yang ditunjuk oleh Pengusaha dan dibenarkan oleh Direktur. bbox=[578, 195, 985, 214]
paragraph: (6) "Ahli Keselamatan Kerja" ialah tenaga teknis berkeahlian khusus dari Luar Departemen Tenaga Kerja yang ditunjuk oleh Menteri Tenaga Kerja untuk mengawasi ditaatinya Undang-undang ini. bbox=[86, 575, 501, 594]
list-item: Menyediakan secara cuma-cuma, semua alat perlindungan diri yang diwajibkan pada tenaga kerja yang berada dibawah pimpinannya dan menyediakan bagi setiap orang lain yang memasuki tempat kerja tersebut, disertai dengan petunjuk-petunjuk yang diperlukan menurut petunjuk pegawai pengawas atau ahli-ahli keselamatan kerja. bbox=[606, 823, 1001, 852]
document-title: KESELAMATAN KERJA bbox=[191, 117, 413, 139]
list-item bbox=[100, 1149, 518, 1158]
list-marker: f. bbox=[100, 763, 105, 773]
list-item bbox=[100, 1139, 518, 1148]
list-text: mengamankan dan memperlancar pengangkutan orang, binatang, tanaman atau barang; bbox=[114, 1148, 414, 1158]
k3-logo-text bbox=[700, 1452, 776, 1484]
list-item bbox=[100, 1054, 518, 1063]
menimbang-block: Menimbang : a. bahwa setiap tenaga kerja berhak mendapat perlindungan atas keselamatan dalam melakukan pekerjaan untuk kesejahteraan dan meningkatkan produksi serta produktivitas Nasional; b. bahwa setiap orang lainnya yang berada di tempat kerja perlu terjamin pula keselamatannya; c. bahwa setiap sumber produksi perlu dipakai dan dipergunakan secara aman dan effisien; d. bahwa berhubung dengan itu perlu diadakan segala daya upaya untuk membina norma-norma perlindungan kerja; e. bahwa pembinaan norma-norma itu perlu diwujudkan dalam Undang-undang yang memuat ketentuan-ketentuan umum tentang keselamatan kerja yang sesuai dengan perkembangan masyarakat, industri, teknik dan teknologi. bbox=[86, 182, 517, 267]
list-text: mencegah dan mengendalikan timbulnya penyakit akibat kerja baik fisik maupun psikis, peracunan, infeksi dan penularan. bbox=[114, 1082, 487, 1102]
list-item bbox=[100, 744, 518, 763]
list-item: orang atau badan hukum yang di Indonesia mewakili orang atau badan hukum termaksud pada (a) dan (b), jika kalau yang mewakili berkedudukan di luar Indonesia. bbox=[114, 528, 508, 547]
list-text: memberi kesempatan atau jalan menyelamatkan diri pada waktu kebakaran atau kejadian-kejadian lain yang berbahaya; bbox=[114, 1026, 480, 1045]
list-text: menyesuaikan dan menyempurnakan pengamanan pada pekerjaan yang bahaya kecelakaannya menjadi bertambah tinggi. bbox=[114, 1186, 508, 1205]
list-item bbox=[100, 679, 518, 698]
list-item bbox=[100, 998, 518, 1007]
pasal-title: Pasal 8 bbox=[776, 167, 804, 177]
pasal-title: Pasal 7 bbox=[776, 130, 804, 140]
list-item bbox=[100, 1158, 518, 1167]
bab-subtitle: KECELAKAAN bbox=[763, 485, 817, 495]
bab-title: BAB IX bbox=[777, 663, 803, 673]
list-text: memberi alat-alat perlindungan diri pada para pekerja; bbox=[114, 1054, 297, 1064]
pasal-title: Pasal 16 bbox=[774, 944, 806, 954]
list-item bbox=[100, 1007, 518, 1016]
persetujuan-text: Dengan persetujuan Dewan Perwakilan Rakyat Gotong Royong; bbox=[86, 322, 303, 332]
list-text: dilakukan pekerjaan dalam tangki, sumur atau lubang; bbox=[114, 838, 296, 848]
pasal-title: Pasal 15 bbox=[774, 879, 806, 889]
list-text: dikerjakan bongkar muat barang muatan di kapal, perahu, dermaga, dok, stasiun atau gudang; bbox=[114, 782, 432, 792]
paragraph: (2) Pengurus hanya dapat memperkerjakan tenaga kerja yang bersangkutan setelah ia yakin bahwa tenaga kerja tersebut telah memahami syarat-syarat tersebut di atas. bbox=[578, 307, 988, 327]
paragraph: (2) Susunan Panitia Pembina Keselamatan dan Kesehatan Kerja, tugas dan lain-lainnya ditetapkan oleh Menteri Tenaga Kerja. bbox=[578, 448, 983, 468]
bab-title: BAB VI bbox=[777, 382, 803, 392]
list-item bbox=[100, 867, 518, 876]
list-item bbox=[100, 876, 518, 885]
list-text: dibuat, dicoba, dipakai atau dipergunakan mesin, pesawat, alat, perkakas, peralatan atau instalasi yang berbahaya atau dapat menimbulkan kecelakaan, kebakaran atau peledakan; bbox=[114, 659, 517, 679]
bab-title: BAB VII bbox=[776, 476, 804, 486]
paragraph: (1) Pelaksanaan ketentuan tersebut pada pasal-pasal di atas diatur lebih lanjut dengan peraturan perundangan. bbox=[578, 888, 954, 898]
list-marker: k. bbox=[100, 1120, 106, 1130]
list-marker: r. bbox=[100, 1186, 105, 1196]
signature-ttd: ttd bbox=[785, 1130, 795, 1140]
